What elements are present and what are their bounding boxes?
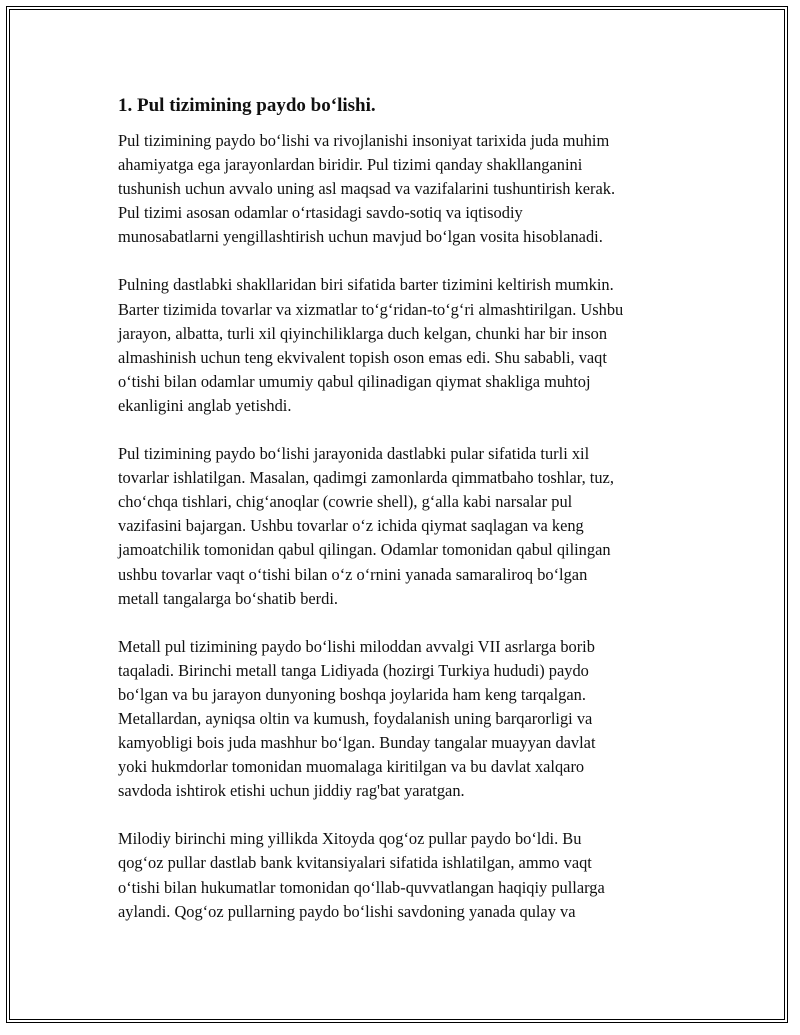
- paragraph-line: Metall pul tizimining paydo boʻlishi miloddan avvalgi VII asrlarga borib: [118, 636, 595, 656]
- paragraph-line: tovarlar ishlatilgan. Masalan, qadimgi zamonlarda qimmatbaho toshlar, tuz,: [118, 468, 614, 488]
- paragraph-line: kamyobligi bois juda mashhur boʻlgan. Bunday tangalar muayyan davlat: [118, 733, 596, 753]
- paragraph-line: almashinish uchun teng ekvivalent topish oson emas edi. Shu sababli, vaqt: [118, 347, 607, 367]
- paragraph-5: [118, 827, 693, 923]
- paragraph-4: [118, 635, 693, 804]
- paragraph-line: ushbu tovarlar vaqt oʻtishi bilan oʻz oʻrnini yanada samaraliroq boʻlgan: [118, 564, 588, 584]
- document-body: [118, 93, 693, 948]
- paragraph-3: [118, 442, 693, 611]
- paragraph-line: qogʻoz pullar dastlab bank kvitansiyalari sifatida ishlatilgan, ammo vaqt: [118, 853, 592, 873]
- paragraph-1: [118, 129, 693, 249]
- paragraph-line: vazifasini bajargan. Ushbu tovarlar oʻz ichida qiymat saqlagan va keng: [118, 516, 584, 536]
- paragraph-line: oʻtishi bilan odamlar umumiy qabul qilinadigan qiymat shakliga muhtoj: [118, 371, 591, 391]
- paragraph-line: aylandi. Qogʻoz pullarning paydo boʻlishi savdoning yanada qulay va: [118, 901, 576, 921]
- paragraph-line: munosabatlarni yengillashtirish uchun mavjud boʻlgan vosita hisoblanadi.: [118, 227, 603, 247]
- paragraph-line: Milodiy birinchi ming yillikda Xitoyda qogʻoz pullar paydo boʻldi. Bu: [118, 829, 582, 849]
- section-heading: 1. Pul tizimining paydo boʻlishi.: [118, 95, 376, 116]
- paragraph-line: Pulning dastlabki shakllaridan biri sifatida barter tizimini keltirish mumkin.: [118, 275, 614, 295]
- paragraph-line: Pul tizimining paydo boʻlishi va rivojlanishi insoniyat tarixida juda muhim: [118, 131, 610, 150]
- paragraph-line: jamoatchilik tomonidan qabul qilingan. Odamlar tomonidan qabul qilingan: [118, 540, 611, 560]
- paragraph-line: Pul tizimining paydo boʻlishi jarayonida dastlabki pular sifatida turli xil: [118, 444, 590, 464]
- paragraph-line: jarayon, albatta, turli xil qiyinchiliklarga duch kelgan, chunki har bir inson: [118, 323, 608, 343]
- paragraph-line: choʻchqa tishlari, chigʻanoqlar (cowrie shell), gʻalla kabi narsalar pul: [118, 492, 573, 512]
- paragraph-line: metall tangalarga boʻshatib berdi.: [118, 588, 338, 608]
- paragraph-line: ekanligini anglab yetishdi.: [118, 395, 292, 415]
- paragraph-2: [118, 273, 693, 418]
- paragraph-line: ahamiyatga ega jarayonlardan biridir. Pul tizimi qanday shakllanganini: [118, 155, 583, 175]
- paragraph-line: Pul tizimi asosan odamlar oʻrtasidagi savdo-sotiq va iqtisodiy: [118, 203, 523, 223]
- paragraph-line: Metallardan, ayniqsa oltin va kumush, foydalanish uning barqarorligi va: [118, 708, 593, 728]
- paragraph-line: tushunish uchun avvalo uning asl maqsad va vazifalarini tushuntirish kerak.: [118, 179, 616, 199]
- paragraph-line: savdoda ishtirok etishi uchun jiddiy rag'bat yaratgan.: [118, 781, 465, 801]
- paragraph-line: boʻlgan va bu jarayon dunyoning boshqa joylarida ham keng tarqalgan.: [118, 684, 586, 704]
- paragraph-line: taqaladi. Birinchi metall tanga Lidiyada (hozirgi Turkiya hududi) paydo: [118, 660, 589, 680]
- paragraph-line: oʻtishi bilan hukumatlar tomonidan qoʻllab-quvvatlangan haqiqiy pullarga: [118, 877, 605, 897]
- paragraph-line: Barter tizimida tovarlar va xizmatlar toʻgʻridan-toʻgʻri almashtirilgan. Ushbu: [118, 299, 624, 319]
- paragraph-line: yoki hukmdorlar tomonidan muomalaga kiritilgan va bu davlat xalqaro: [118, 757, 585, 777]
